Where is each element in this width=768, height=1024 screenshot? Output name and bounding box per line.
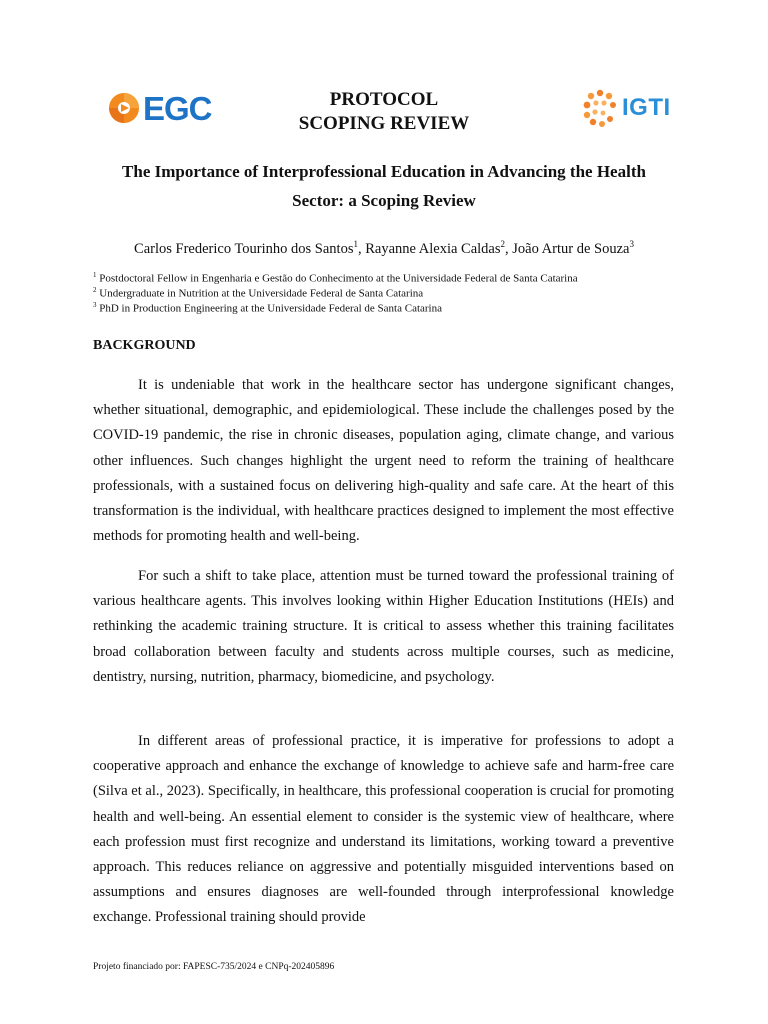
affiliation-mark: 3	[93, 301, 97, 309]
affiliation-mark: 2	[93, 286, 97, 294]
affiliation-item	[93, 298, 693, 316]
author-name: Carlos Frederico Tourinho dos Santos	[134, 240, 354, 257]
section-heading: BACKGROUND	[93, 338, 196, 353]
protocol-heading: PROTOCOL	[329, 89, 439, 110]
body-paragraph: It is undeniable that work in the healthcare sector has undergone significant changes, whether situational, demographic, and epidemiological. These include the challenges posed by the COVID-19 pandemic, the rise in chronic diseases, population aging, climate change, and various other influences. Such changes highlight the urgent need to reform the training of healthcare professionals, with a sustained focus on delivering high-quality and safe care. At the heart of this transformation is the individual, with healthcare practices designed to implement the most effective methods for promoting health and well-being.	[93, 377, 674, 545]
funding-footer: Projeto financiado por: FAPESC-735/2024 e CNPq-202405896	[93, 962, 335, 972]
igti-logo-text: IGTI	[622, 94, 671, 121]
author-mark: 2	[500, 239, 506, 249]
affiliation-text: Postdoctoral Fellow in Engenharia e Gestão do Conhecimento at the Universidade Federal de Santa Catarina	[99, 272, 578, 285]
author-list: Carlos Frederico Tourinho dos Santos$^1$, Rayanne Alexia Caldas$^2$, João Artur de Souza$^3$	[134, 239, 634, 257]
paper-title: The Importance of Interprofessional Education in Advancing the Health Sector: a Scoping Review	[122, 162, 646, 210]
affiliation-mark: 1	[93, 271, 97, 279]
author-name: Rayanne Alexia Caldas	[365, 240, 501, 257]
affiliation-text: PhD in Production Engineering at the Universidade Federal de Santa Catarina	[99, 302, 442, 315]
affiliation-text: Undergraduate in Nutrition at the Universidade Federal de Santa Catarina	[99, 287, 424, 300]
body-paragraph: For such a shift to take place, attention must be turned toward the professional training of various healthcare agents. This involves looking within Higher Education Institutions (HEIs) and rethinking the academic training structure. It is critical to assess whether this training facilitates broad collaboration between faculty and students across multiple courses, such as medicine, dentistry, nursing, nutrition, pharmacy, biomedicine, and psychology.	[93, 568, 674, 685]
author-mark: 3	[629, 239, 634, 249]
author-mark: 1	[353, 239, 358, 249]
author-name: João Artur de Souza	[512, 240, 630, 257]
scoping-review-heading: SCOPING REVIEW	[298, 113, 470, 134]
egc-logo-text: EGC	[143, 89, 212, 127]
body-paragraph: In different areas of professional practice, it is imperative for professions to adopt a cooperative approach and enhance the exchange of knowledge to achieve safe and harm-free care (Silva et al., 2023). Specifically, in healthcare, this professional cooperation is crucial for promoting health and well-being. An essential element to consider is the systemic view of healthcare, where each profession must first recognize and understand its limitations, working toward a preventive approach. This reduces reliance on aggressive and potentially misguided interventions based on assumptions and ensures diagnoses are well-founded through interprofessional knowledge exchange. Professional training should provide	[93, 733, 674, 926]
